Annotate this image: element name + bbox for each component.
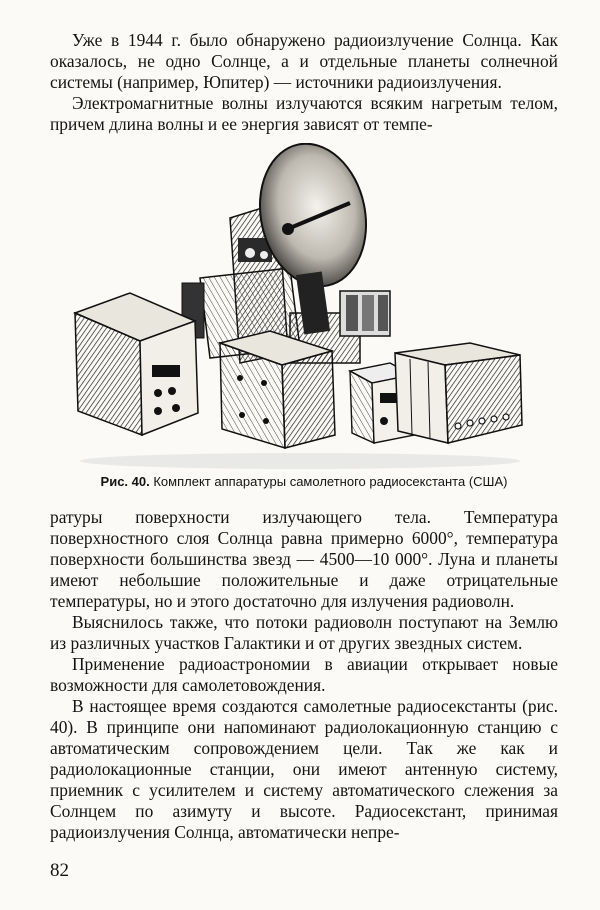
paragraph-galaxy: Выяснилось также, что потоки радиоволн поступают на Землю из различных участков Галактики и от других звездных систем. <box>50 612 558 653</box>
paragraph-electromagnetic: Электромагнитные волны излучаются всяким нагретым телом, причем длина волны и ее энергия зависят от темпе- <box>50 93 558 134</box>
paragraph-intro: Уже в 1944 г. было обнаружено радиоизлучение Солнца. Как оказалось, не одно Солнце, а и отдельные планеты солнечной системы (например, Юпитер) — источники радиоизлучения. <box>50 30 558 92</box>
paragraph-aviation: Применение радиоастрономии в авиации открывает новые возможности для самолетовождения. <box>50 654 558 695</box>
page-body <box>50 30 558 843</box>
center-unit <box>220 331 335 448</box>
figure-radiosextant <box>50 143 558 473</box>
caption-label: Рис. 40. <box>100 474 150 489</box>
figure-caption <box>50 473 558 491</box>
paragraph-sextant: В настоящее время создаются самолетные радиосекстанты (рис. 40). В принципе они напоминают радиолокационную станцию с автоматическим сопровождением цели. Так же как и радиолокационные станции, они имеют антенную систему, приемник с усилителем и систему автоматического слежения за Солнцем по азимуту и высоте. Радиосекстант, принимая радиоизлучения Солнца, автоматически непре- <box>50 696 558 842</box>
left-unit <box>75 293 198 435</box>
tube-block <box>340 291 390 336</box>
page-number: 82 <box>50 860 69 881</box>
caption-text: Комплект аппаратуры самолетного радиосекстанта (США) <box>153 474 508 489</box>
radiosextant-illustration <box>50 143 558 473</box>
paragraph-temperature: ратуры поверхности излучающего тела. Температура поверхностного слоя Солнца равна примерно 6000°, температура поверхности большинства звезд — 4500—10 000°. Луна и планеты имеют небольшие положительные и даже отрицательные температуры, но и этого достаточно для излучения радиоволн. <box>50 507 558 611</box>
right-unit <box>395 343 522 443</box>
